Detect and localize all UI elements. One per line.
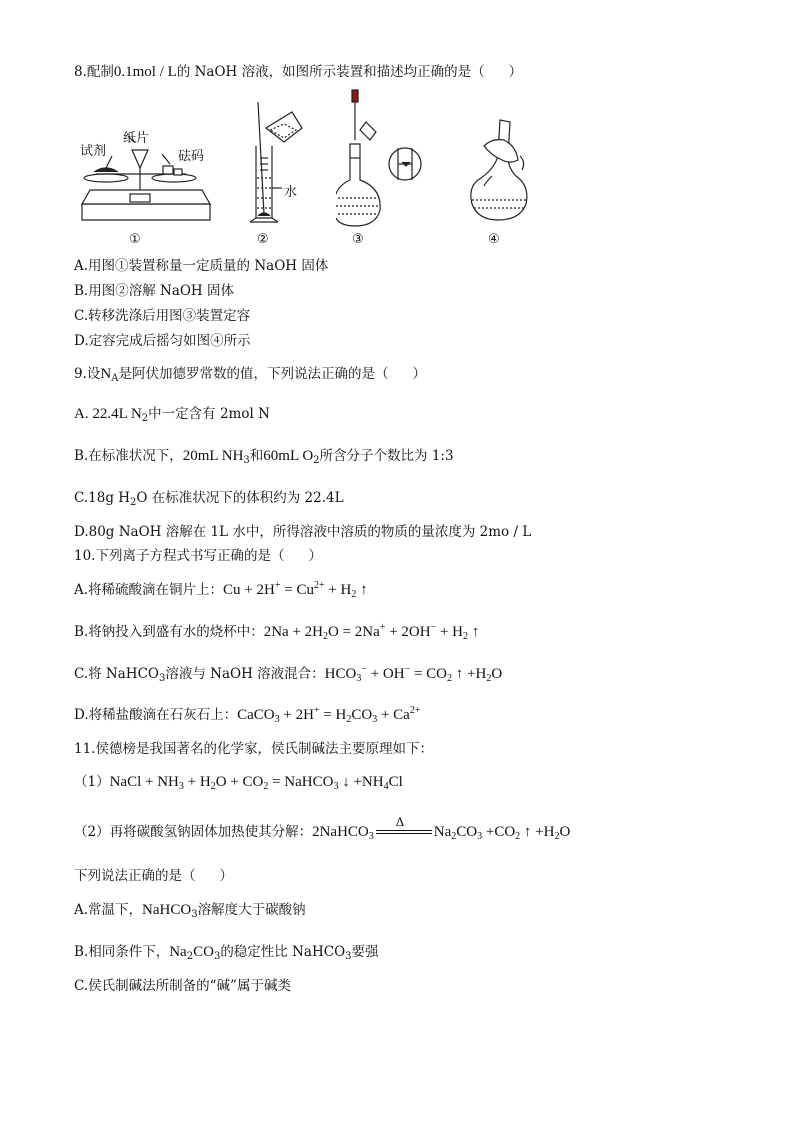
- shaking-figure: [464, 116, 544, 228]
- q11-option-a: A.常温下，NaHCO$_3$溶解度大于碳酸钠: [74, 902, 306, 920]
- q11-stem: 11.侯德榜是我国著名的化学家，侯氏制碱法主要原理如下：: [74, 741, 433, 757]
- water-label: 水: [284, 185, 298, 200]
- fig-number-2: ②: [257, 232, 269, 247]
- q11-option-b: B.相同条件下，$Na_2CO_3$的稳定性比 NaHCO$_3$要强: [74, 944, 379, 962]
- q10-option-d: D.将稀盐酸滴在石灰石上：CaCO$_3$ + $2H^+ = H_2CO_3 + Ca^{2+}$: [74, 705, 421, 725]
- q9-option-b: B.在标准状况下，20mL $NH_3$和60mL $O_2$所含分子个数比为 1:3: [74, 448, 454, 466]
- heat-equals-sign: Δ: [376, 826, 432, 840]
- q11-option-c: C.侯氏制碱法所制备的“碱”属于碱类: [74, 978, 291, 994]
- paper-label: 纸片: [123, 131, 150, 146]
- q8-option-c: C.转移洗涤后用图③装置定容: [74, 308, 251, 324]
- fig-number-3: ③: [352, 232, 364, 247]
- q9-option-d: D.80g NaOH 溶解在 1L 水中，所得溶液中溶质的物质的量浓度为 2mo / L: [74, 524, 532, 540]
- q10-option-a: A.将稀硫酸滴在铜片上：$Cu + 2H^+ = Cu^{2+} + H_2$ ↑: [74, 580, 368, 600]
- q11-reaction-1: （1）NaCl + $NH_3 + H_2O + CO_2$ = NaHCO$_3$ ↓ $+NH_4Cl$: [74, 774, 403, 792]
- q11-reaction-2: （2）再将碳酸氢钠固体加热使其分解：2NaHCO$_3$ Δ $Na_2CO_3 +CO_2$ ↑ $+H_2O$: [74, 813, 571, 842]
- q8-option-b: B.用图②溶解 NaOH 固体: [74, 283, 234, 299]
- q9-option-a: A. 22.4L $N_2$中一定含有 2mol N: [74, 406, 270, 424]
- reagent-label: 试剂: [80, 144, 107, 159]
- q11-question: 下列说法正确的是（ ）: [74, 868, 233, 884]
- q10-option-c: C.将 NaHCO$_3$溶液与 NaOH 溶液混合：$HCO_3^- + OH^- = CO_2$ ↑ $+H_2O$: [74, 664, 503, 684]
- q10-option-b: B.将钠投入到盛有水的烧杯中：$2Na + 2H_2O = 2Na^+ + 2OH^- + H_2$ ↑: [74, 622, 480, 642]
- weights-label: 砝码: [178, 149, 205, 164]
- q8-option-a: A.用图①装置称量一定质量的 NaOH 固体: [74, 258, 329, 274]
- flask-figure: [336, 86, 436, 228]
- cylinder-figure: [240, 98, 310, 228]
- q8-option-d: D.定容完成后摇匀如图④所示: [74, 333, 251, 349]
- fig-number-1: ①: [129, 232, 141, 247]
- q9-stem: 9.设$N_A$是阿伏加德罗常数的值，下列说法正确的是（ ）: [74, 366, 426, 384]
- fig-number-4: ④: [488, 232, 500, 247]
- q8-stem: 8.配制0.1mol / L的 NaOH 溶液，如图所示装置和描述均正确的是（ ）: [74, 64, 523, 80]
- q10-stem: 10.下列离子方程式书写正确的是（ ）: [74, 548, 322, 564]
- q9-option-c: C.18g $H_2O$ 在标准状况下的体积约为 22.4L: [74, 490, 344, 508]
